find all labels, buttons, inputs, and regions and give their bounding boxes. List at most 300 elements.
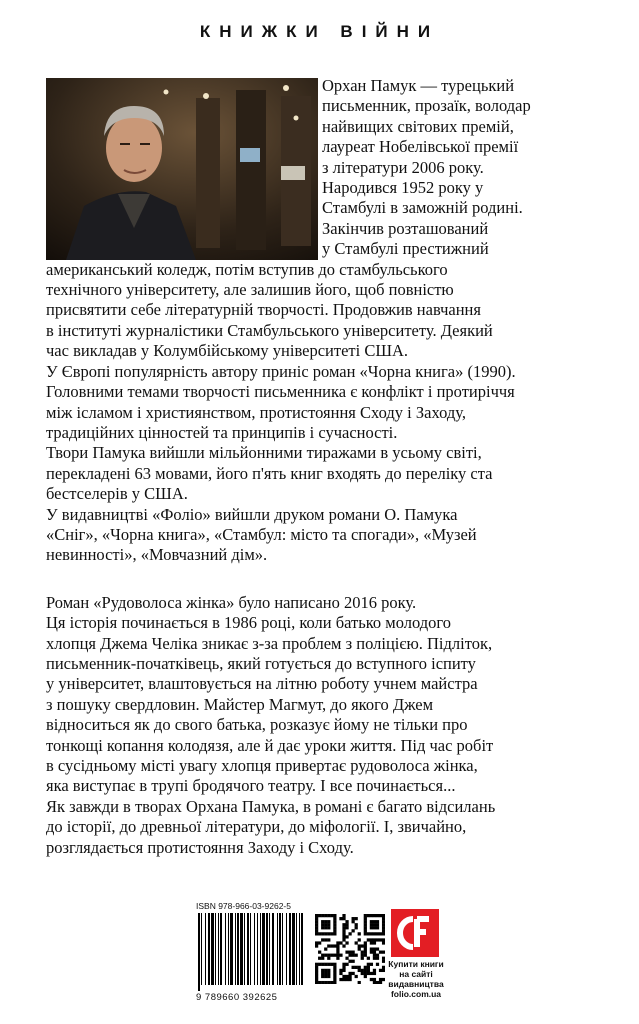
qr-finder-module (327, 963, 330, 966)
qr-finder-module (315, 978, 318, 981)
qr-module (370, 963, 373, 966)
qr-finder-module (364, 932, 367, 935)
qr-finder-module (324, 932, 327, 935)
qr-module (358, 938, 361, 941)
qr-finder-module (370, 914, 373, 917)
qr-finder-module (364, 917, 367, 920)
bio-line: лауреат Нобелівської премії (322, 137, 519, 157)
qr-module (364, 975, 367, 978)
qr-finder-module (315, 981, 318, 984)
barcode-bar (277, 913, 278, 985)
qr-module (348, 932, 351, 935)
barcode-bar (240, 913, 243, 985)
barcode-bar (211, 913, 214, 985)
barcode-digits: 9 789660 392625 (196, 992, 278, 1003)
qr-finder-module (333, 972, 336, 975)
qr-module (336, 954, 339, 957)
paragraph-gap (46, 566, 606, 593)
summary-line: Роман «Рудоволоса жінка» було написано 2016 року. (46, 592, 417, 612)
barcode-bar (282, 913, 283, 985)
qr-module (333, 954, 336, 957)
qr-module (345, 957, 348, 960)
qr-module (382, 957, 385, 960)
qr-module (348, 951, 351, 954)
qr-module (361, 969, 364, 972)
qr-finder-module (315, 972, 318, 975)
qr-finder-module (318, 914, 321, 917)
qr-module (376, 981, 379, 984)
qr-finder-module (367, 932, 370, 935)
qr-module (361, 944, 364, 947)
qr-module (342, 929, 345, 932)
qr-finder-module (367, 914, 370, 917)
qr-module (364, 941, 367, 944)
qr-finder-module (382, 917, 385, 920)
qr-module (352, 951, 355, 954)
qr-finder-module (370, 932, 373, 935)
qr-module (336, 951, 339, 954)
qr-module (339, 954, 342, 957)
barcode-bar (220, 913, 222, 985)
qr-finder-module (373, 923, 376, 926)
qr-module (379, 981, 382, 984)
qr-module (342, 963, 345, 966)
qr-module (382, 941, 385, 944)
qr-module (342, 932, 345, 935)
qr-finder-module (379, 914, 382, 917)
qr-module (370, 978, 373, 981)
qr-module (330, 954, 333, 957)
qr-finder-module (324, 972, 327, 975)
qr-module (382, 938, 385, 941)
bio-line: Народився 1952 року у (322, 178, 484, 198)
qr-module (379, 978, 382, 981)
barcode-bar (230, 913, 233, 985)
qr-finder-module (382, 926, 385, 929)
barcode-bar (218, 913, 219, 985)
qr-module (364, 972, 367, 975)
bio-line: присвятити себе літературній творчості. Продовжив навчання (46, 300, 481, 320)
qr-module (315, 944, 318, 947)
qr-finder-module (321, 920, 324, 923)
qr-finder-module (327, 914, 330, 917)
qr-module (370, 941, 373, 944)
qr-module (315, 941, 318, 944)
qr-module (382, 969, 385, 972)
qr-module (318, 941, 321, 944)
qr-module (379, 951, 382, 954)
barcode-bar (292, 913, 295, 985)
qr-module (327, 938, 330, 941)
bio-line: американський коледж, потім вступив до стамбульського (46, 259, 448, 279)
bio-line: технічного університету, але залишив його, щоб повністю (46, 280, 454, 300)
bio-line: Головними темами творчості письменника є конфлікт і протиріччя (46, 382, 515, 402)
qr-module (358, 944, 361, 947)
qr-module (361, 954, 364, 957)
bio-line: «Сніг», «Чорна книга», «Стамбул: місто та спогади», «Музей (46, 524, 477, 544)
qr-module (382, 978, 385, 981)
qr-finder-module (315, 926, 318, 929)
qr-module (367, 969, 370, 972)
qr-finder-module (318, 932, 321, 935)
qr-module (373, 938, 376, 941)
qr-module (382, 966, 385, 969)
qr-finder-module (373, 932, 376, 935)
qr-module (318, 951, 321, 954)
qr-module (352, 954, 355, 957)
qr-finder-module (370, 926, 373, 929)
summary-line: письменник-початківець, який готується до вступного іспиту (46, 653, 476, 673)
qr-finder-module (333, 923, 336, 926)
barcode-bar (286, 913, 287, 985)
qr-module (327, 957, 330, 960)
barcode-bar (205, 913, 206, 985)
book-summary (46, 593, 606, 858)
qr-module (376, 938, 379, 941)
qr-module (352, 972, 355, 975)
qr-finder-module (327, 932, 330, 935)
qr-finder-module (321, 923, 324, 926)
qr-finder-module (333, 978, 336, 981)
qr-finder-module (382, 914, 385, 917)
qr-finder-module (324, 969, 327, 972)
qr-module (330, 944, 333, 947)
bio-line: У видавництві «Фоліо» вийшли друком романи О. Памука (46, 504, 458, 524)
qr-module (373, 954, 376, 957)
summary-line: Як завжди в творах Орхана Памука, в романі є багато відсилань (46, 796, 496, 816)
qr-module (333, 944, 336, 947)
barcode-bar (237, 913, 239, 985)
qr-finder-module (327, 920, 330, 923)
qr-finder-module (315, 917, 318, 920)
qr-module (370, 951, 373, 954)
qr-module (348, 960, 351, 963)
summary-line: Ця історія починається в 1986 році, коли батько молодого (46, 613, 452, 633)
qr-finder-module (324, 914, 327, 917)
qr-finder-module (327, 969, 330, 972)
barcode-bar (266, 913, 268, 985)
qr-finder-module (333, 975, 336, 978)
qr-finder-module (333, 966, 336, 969)
barcode-bar (299, 913, 300, 985)
qr-module (345, 923, 348, 926)
qr-finder-module (327, 981, 330, 984)
summary-line: яка виступає в трупі бродячого театру. І все починається... (46, 776, 456, 796)
qr-module (382, 951, 385, 954)
qr-finder-module (333, 914, 336, 917)
qr-module (321, 954, 324, 957)
barcode-bar (225, 913, 226, 985)
barcode-bar (244, 913, 245, 985)
qr-finder-module (333, 926, 336, 929)
qr-finder-module (370, 923, 373, 926)
qr-finder-module (364, 926, 367, 929)
qr-finder-module (315, 923, 318, 926)
qr-finder-module (315, 966, 318, 969)
bio-line: перекладені 63 мовами, його п'ять книг входять до переліку ста (46, 463, 493, 483)
summary-line: в сусідньому місті увагу хлопця привертає рудоволоса жінка, (46, 756, 478, 775)
qr-module (373, 981, 376, 984)
qr-finder-module (321, 969, 324, 972)
qr-finder-module (327, 972, 330, 975)
qr-module (355, 975, 358, 978)
qr-module (339, 941, 342, 944)
summary-line: розглядається протистояння Заходу і Сходу. (46, 837, 354, 857)
qr-module (355, 954, 358, 957)
qr-module (345, 926, 348, 929)
qr-module (321, 957, 324, 960)
bio-line: між ісламом і християнством, протистояння Сходу і Заходу, (46, 402, 466, 422)
qr-finder-module (321, 972, 324, 975)
qr-finder-module (324, 926, 327, 929)
qr-module (373, 957, 376, 960)
qr-module (379, 938, 382, 941)
qr-module (364, 966, 367, 969)
qr-finder-module (376, 914, 379, 917)
qr-module (367, 938, 370, 941)
text-column (46, 76, 606, 858)
summary-line: з пошуку свердловин. Майстер Магмут, до якого Джем (46, 694, 434, 714)
summary-line: тонкощі копання колодязя, але й дає уроки життя. Під час робіт (46, 735, 494, 755)
barcode-bar (235, 913, 236, 985)
qr-finder-module (324, 975, 327, 978)
qr-module (342, 917, 345, 920)
summary-line: відноситься як до свого батька, розказує йому не тільки про (46, 715, 468, 735)
qr-module (361, 972, 364, 975)
qr-finder-module (382, 929, 385, 932)
qr-module (367, 972, 370, 975)
buy-online-note (386, 959, 446, 999)
qr-module (345, 975, 348, 978)
qr-finder-module (318, 963, 321, 966)
qr-module (373, 969, 376, 972)
barcode-bars (196, 913, 310, 991)
publisher-logo (391, 909, 439, 957)
bio-line: бестселерів у США. (46, 484, 188, 504)
qr-finder-module (315, 914, 318, 917)
qr-finder-module (321, 981, 324, 984)
qr-module (342, 978, 345, 981)
qr-module (382, 960, 385, 963)
buy-line: видавництва (388, 979, 444, 989)
bio-line: традиційних цінностей та принципів і сучасності. (46, 422, 398, 442)
qr-module (336, 944, 339, 947)
summary-line: хлопця Джема Челіка зникає з-за проблем з поліцією. Підліток, (46, 633, 493, 653)
qr-module (345, 963, 348, 966)
summary-line: у університет, влаштовується на літню роботу учнем майстра (46, 674, 478, 694)
qr-finder-module (324, 963, 327, 966)
summary-line: до історії, до древньої літератури, до міфології. І, звичайно, (46, 817, 467, 837)
qr-module (367, 966, 370, 969)
qr-finder-module (324, 981, 327, 984)
barcode-bar (215, 913, 216, 985)
qr-module (324, 938, 327, 941)
qr-module (352, 960, 355, 963)
qr-finder-module (315, 932, 318, 935)
buy-line: на сайті (399, 969, 433, 979)
qr-module (370, 947, 373, 950)
qr-module (345, 935, 348, 938)
qr-module (373, 941, 376, 944)
barcode-bar (262, 913, 265, 985)
qr-finder-module (364, 914, 367, 917)
qr-module (364, 969, 367, 972)
qr-finder-module (382, 920, 385, 923)
qr-finder-module (373, 920, 376, 923)
qr-module (342, 914, 345, 917)
qr-module (352, 929, 355, 932)
qr-module (336, 947, 339, 950)
qr-module (376, 947, 379, 950)
qr-module (355, 926, 358, 929)
qr-finder-module (324, 923, 327, 926)
qr-finder-module (379, 932, 382, 935)
qr-finder-module (376, 923, 379, 926)
qr-finder-module (321, 975, 324, 978)
qr-module (336, 941, 339, 944)
qr-finder-module (315, 969, 318, 972)
qr-finder-module (364, 920, 367, 923)
qr-finder-module (373, 926, 376, 929)
qr-module (342, 975, 345, 978)
qr-finder-module (330, 963, 333, 966)
qr-module (355, 923, 358, 926)
qr-module (373, 947, 376, 950)
qr-module (373, 972, 376, 975)
folio-logo-icon (391, 909, 439, 957)
qr-module (348, 978, 351, 981)
qr-module (339, 917, 342, 920)
qr-finder-module (315, 975, 318, 978)
qr-finder-module (315, 929, 318, 932)
barcode-bar (201, 913, 202, 985)
qr-module (348, 954, 351, 957)
qr-finder-module (333, 917, 336, 920)
bio-line: Орхан Памук — турецький (322, 76, 515, 95)
bio-line: у Стамбулі престижний (322, 239, 489, 259)
barcode-bar (269, 913, 270, 985)
qr-module (324, 954, 327, 957)
qr-module (318, 957, 321, 960)
barcode-bar (198, 913, 200, 991)
qr-finder-module (321, 914, 324, 917)
barcode-bar (289, 913, 291, 985)
barcode-bar (208, 913, 210, 985)
qr-module (364, 951, 367, 954)
qr-module (352, 917, 355, 920)
isbn-barcode (196, 901, 314, 1009)
bio-line: письменник, прозаїк, володар (322, 96, 531, 116)
qr-module (358, 932, 361, 935)
qr-finder-module (364, 929, 367, 932)
qr-module (373, 978, 376, 981)
qr-finder-module (333, 981, 336, 984)
qr-module (342, 935, 345, 938)
qr-finder-module (376, 920, 379, 923)
qr-module (342, 926, 345, 929)
qr-finder-module (327, 926, 330, 929)
barcode-bar (260, 913, 261, 985)
qr-module (339, 969, 342, 972)
buy-line: folio.com.ua (390, 989, 442, 999)
qr-module (321, 938, 324, 941)
qr-module (327, 954, 330, 957)
bio-line: Стамбулі в заможній родині. (322, 198, 523, 218)
qr-module (358, 969, 361, 972)
qr-module (345, 920, 348, 923)
qr-module (364, 944, 367, 947)
qr-module (370, 972, 373, 975)
qr-finder-module (333, 920, 336, 923)
qr-code[interactable] (315, 914, 385, 984)
barcode-bar (254, 913, 255, 985)
qr-module (345, 951, 348, 954)
qr-finder-module (382, 932, 385, 935)
qr-finder-module (321, 926, 324, 929)
qr-finder-module (315, 963, 318, 966)
qr-finder-module (327, 975, 330, 978)
qr-finder-module (333, 969, 336, 972)
qr-finder-module (321, 932, 324, 935)
qr-module (355, 917, 358, 920)
bio-line: час викладав у Колумбійському університеті США. (46, 341, 409, 361)
qr-module (367, 963, 370, 966)
qr-module (364, 954, 367, 957)
barcode-bar (279, 913, 281, 985)
qr-module (348, 972, 351, 975)
series-title: КНИЖКИ ВІЙНИ (199, 22, 440, 41)
qr-finder-module (376, 926, 379, 929)
qr-finder-module (370, 920, 373, 923)
bio-line: найвищих світових премій, (322, 116, 514, 136)
barcode-bar (247, 913, 249, 985)
qr-module (379, 969, 382, 972)
barcode-bar (272, 913, 274, 985)
qr-module (345, 978, 348, 981)
barcode-bar (250, 913, 251, 985)
qr-module (355, 941, 358, 944)
qr-finder-module (321, 963, 324, 966)
qr-module (342, 969, 345, 972)
qr-module (367, 957, 370, 960)
qr-module (358, 966, 361, 969)
qr-module (352, 966, 355, 969)
qr-finder-module (373, 914, 376, 917)
qr-module (358, 947, 361, 950)
isbn-label: ISBN 978-966-03-9262-5 (196, 901, 291, 911)
qr-module (345, 941, 348, 944)
qr-module (339, 972, 342, 975)
qr-finder-module (333, 932, 336, 935)
qr-finder-module (330, 932, 333, 935)
barcode-bar (301, 913, 303, 985)
qr-finder-module (376, 932, 379, 935)
qr-finder-module (318, 981, 321, 984)
qr-finder-module (364, 923, 367, 926)
qr-module (327, 944, 330, 947)
qr-module (342, 944, 345, 947)
qr-module (364, 947, 367, 950)
bio-line: з літератури 2006 року. (322, 157, 484, 177)
barcode-bar (296, 913, 297, 985)
buy-line: Купити книги (388, 959, 444, 969)
qr-module (352, 920, 355, 923)
qr-module (355, 966, 358, 969)
qr-finder-module (324, 920, 327, 923)
qr-module (342, 923, 345, 926)
barcode-bar (228, 913, 229, 985)
qr-finder-module (333, 929, 336, 932)
